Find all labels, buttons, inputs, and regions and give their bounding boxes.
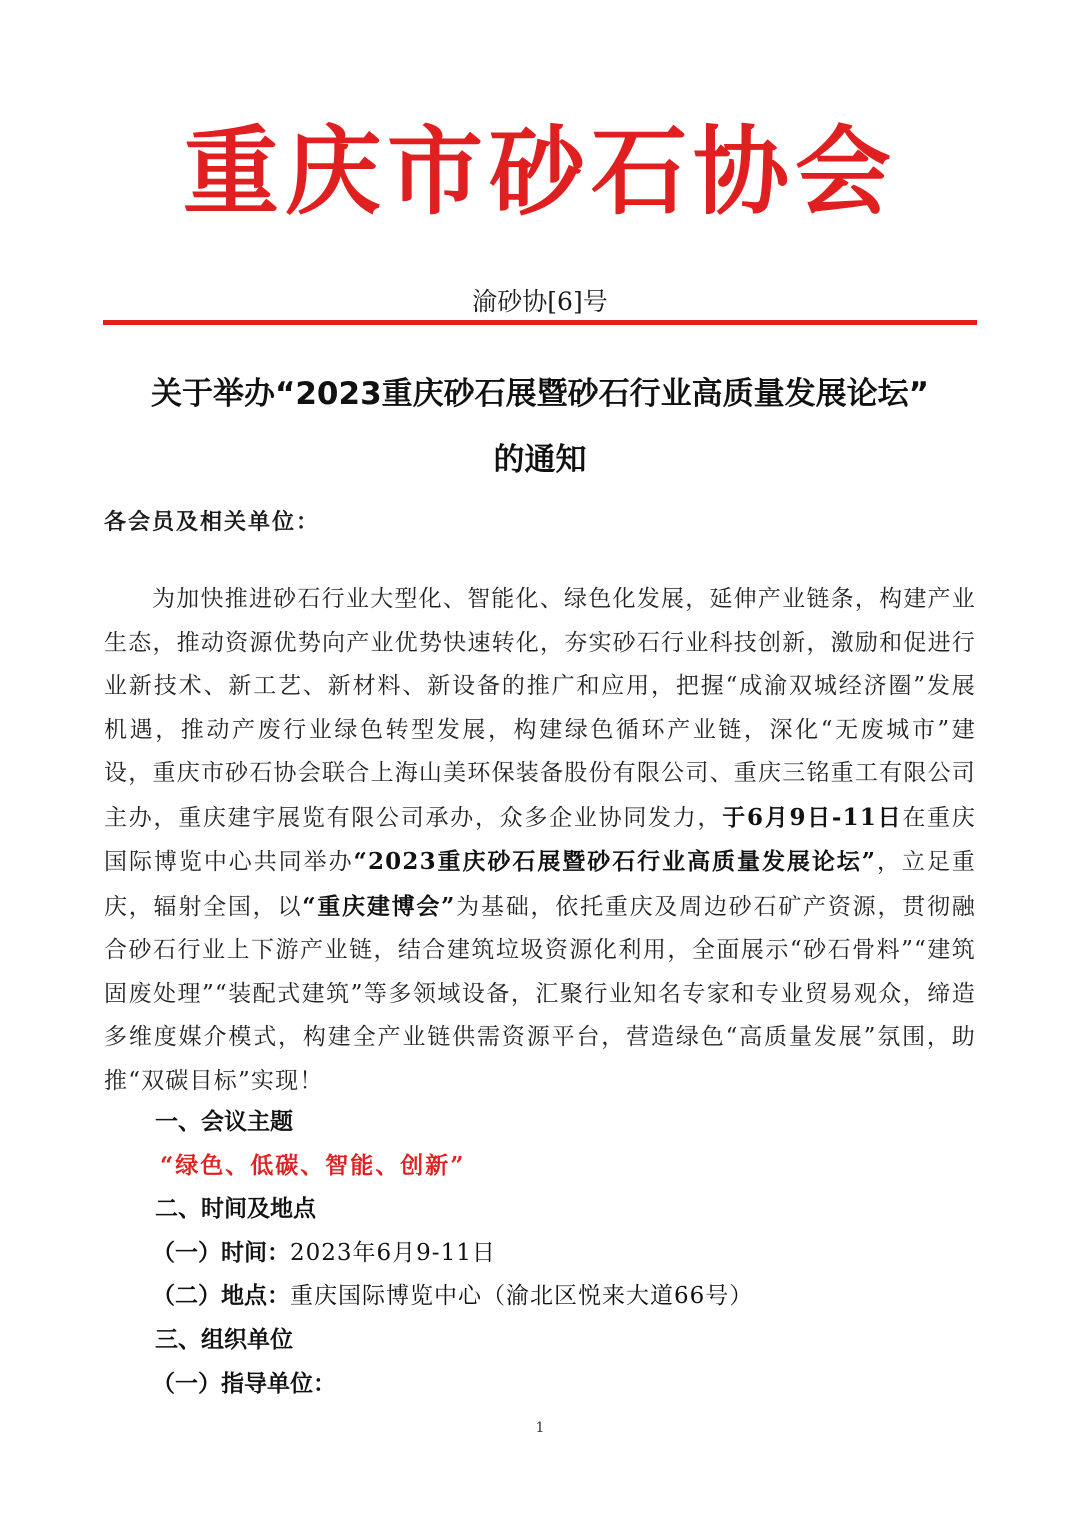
section-1-heading-text: 一、会议主题 bbox=[155, 1108, 293, 1135]
meeting-theme: “绿色、低碳、智能、创新” bbox=[160, 1152, 466, 1179]
red-divider bbox=[103, 320, 977, 325]
body-paragraph bbox=[104, 578, 976, 1103]
expo-name: “重庆建博会” bbox=[302, 892, 456, 920]
event-name: “2023重庆砂石展暨砂石行业高质量发展论坛” bbox=[353, 848, 877, 875]
org-masthead: 重庆市砂石协会 bbox=[183, 116, 897, 228]
event-date: 于6月9日-11日 bbox=[722, 803, 903, 831]
time-row bbox=[152, 1235, 496, 1271]
section-3-heading-text: 三、组织单位 bbox=[155, 1326, 293, 1353]
notice-title-line-2: 的通知 bbox=[493, 442, 587, 478]
body-text-c: ，立足重庆，辐射全国，以 bbox=[104, 849, 977, 920]
section-2-heading bbox=[155, 1191, 316, 1227]
salutation: 各会员及相关单位： bbox=[104, 509, 321, 535]
document-number: 渝砂协[6]号 bbox=[472, 287, 608, 316]
section-3-heading bbox=[155, 1322, 293, 1358]
section-1-heading bbox=[155, 1104, 293, 1140]
time-label: （一）时间： bbox=[152, 1239, 290, 1266]
time-value: 2023年6月9-11日 bbox=[290, 1240, 496, 1266]
place-label: （二）地点： bbox=[152, 1282, 290, 1309]
body-text-b: 在重庆国际博览中心共同举办 bbox=[104, 804, 976, 875]
place-value: 重庆国际博览中心（渝北区悦来大道66号） bbox=[290, 1283, 754, 1309]
page-number: 1 bbox=[535, 1420, 545, 1436]
body-text-d: 为基础，依托重庆及周边砂石矿产资源，贯彻融合砂石行业上下游产业链，结合建筑垃圾资源化利用，全面展示“砂石骨料”“建筑固废处理”“装配式建筑”等多领域设备，汇聚行业知名专家和专业贸易观众，缔造多维度媒介模式，构建全产业链供需资源平台，营造绿色“高质量发展”氛围，助推“双碳目标”实现！ bbox=[104, 893, 976, 1094]
section-2-heading-text: 二、时间及地点 bbox=[155, 1195, 316, 1222]
body-text-a: 为加快推进砂石行业大型化、智能化、绿色化发展，延伸产业链条，构建产业生态，推动资源优势向产业优势快速转化，夯实砂石行业科技创新，激励和促进行业新技术、新工艺、新材料、新设备的推广和应用，把握“成渝双城经济圈”发展机遇，推动产废行业绿色转型发展，构建绿色循环产业链，深化“无废城市”建设，重庆市砂石协会联合上海山美环保装备股份有限公司、重庆三铭重工有限公司主办，重庆建宇展览有限公司承办，众多企业协同发力， bbox=[104, 586, 976, 831]
guide-unit-row bbox=[152, 1366, 336, 1402]
guide-unit-label: （一）指导单位： bbox=[152, 1370, 336, 1397]
notice-title-line-1: 关于举办“2023重庆砂石展暨砂石行业高质量发展论坛” bbox=[150, 376, 930, 412]
place-row bbox=[152, 1278, 753, 1314]
